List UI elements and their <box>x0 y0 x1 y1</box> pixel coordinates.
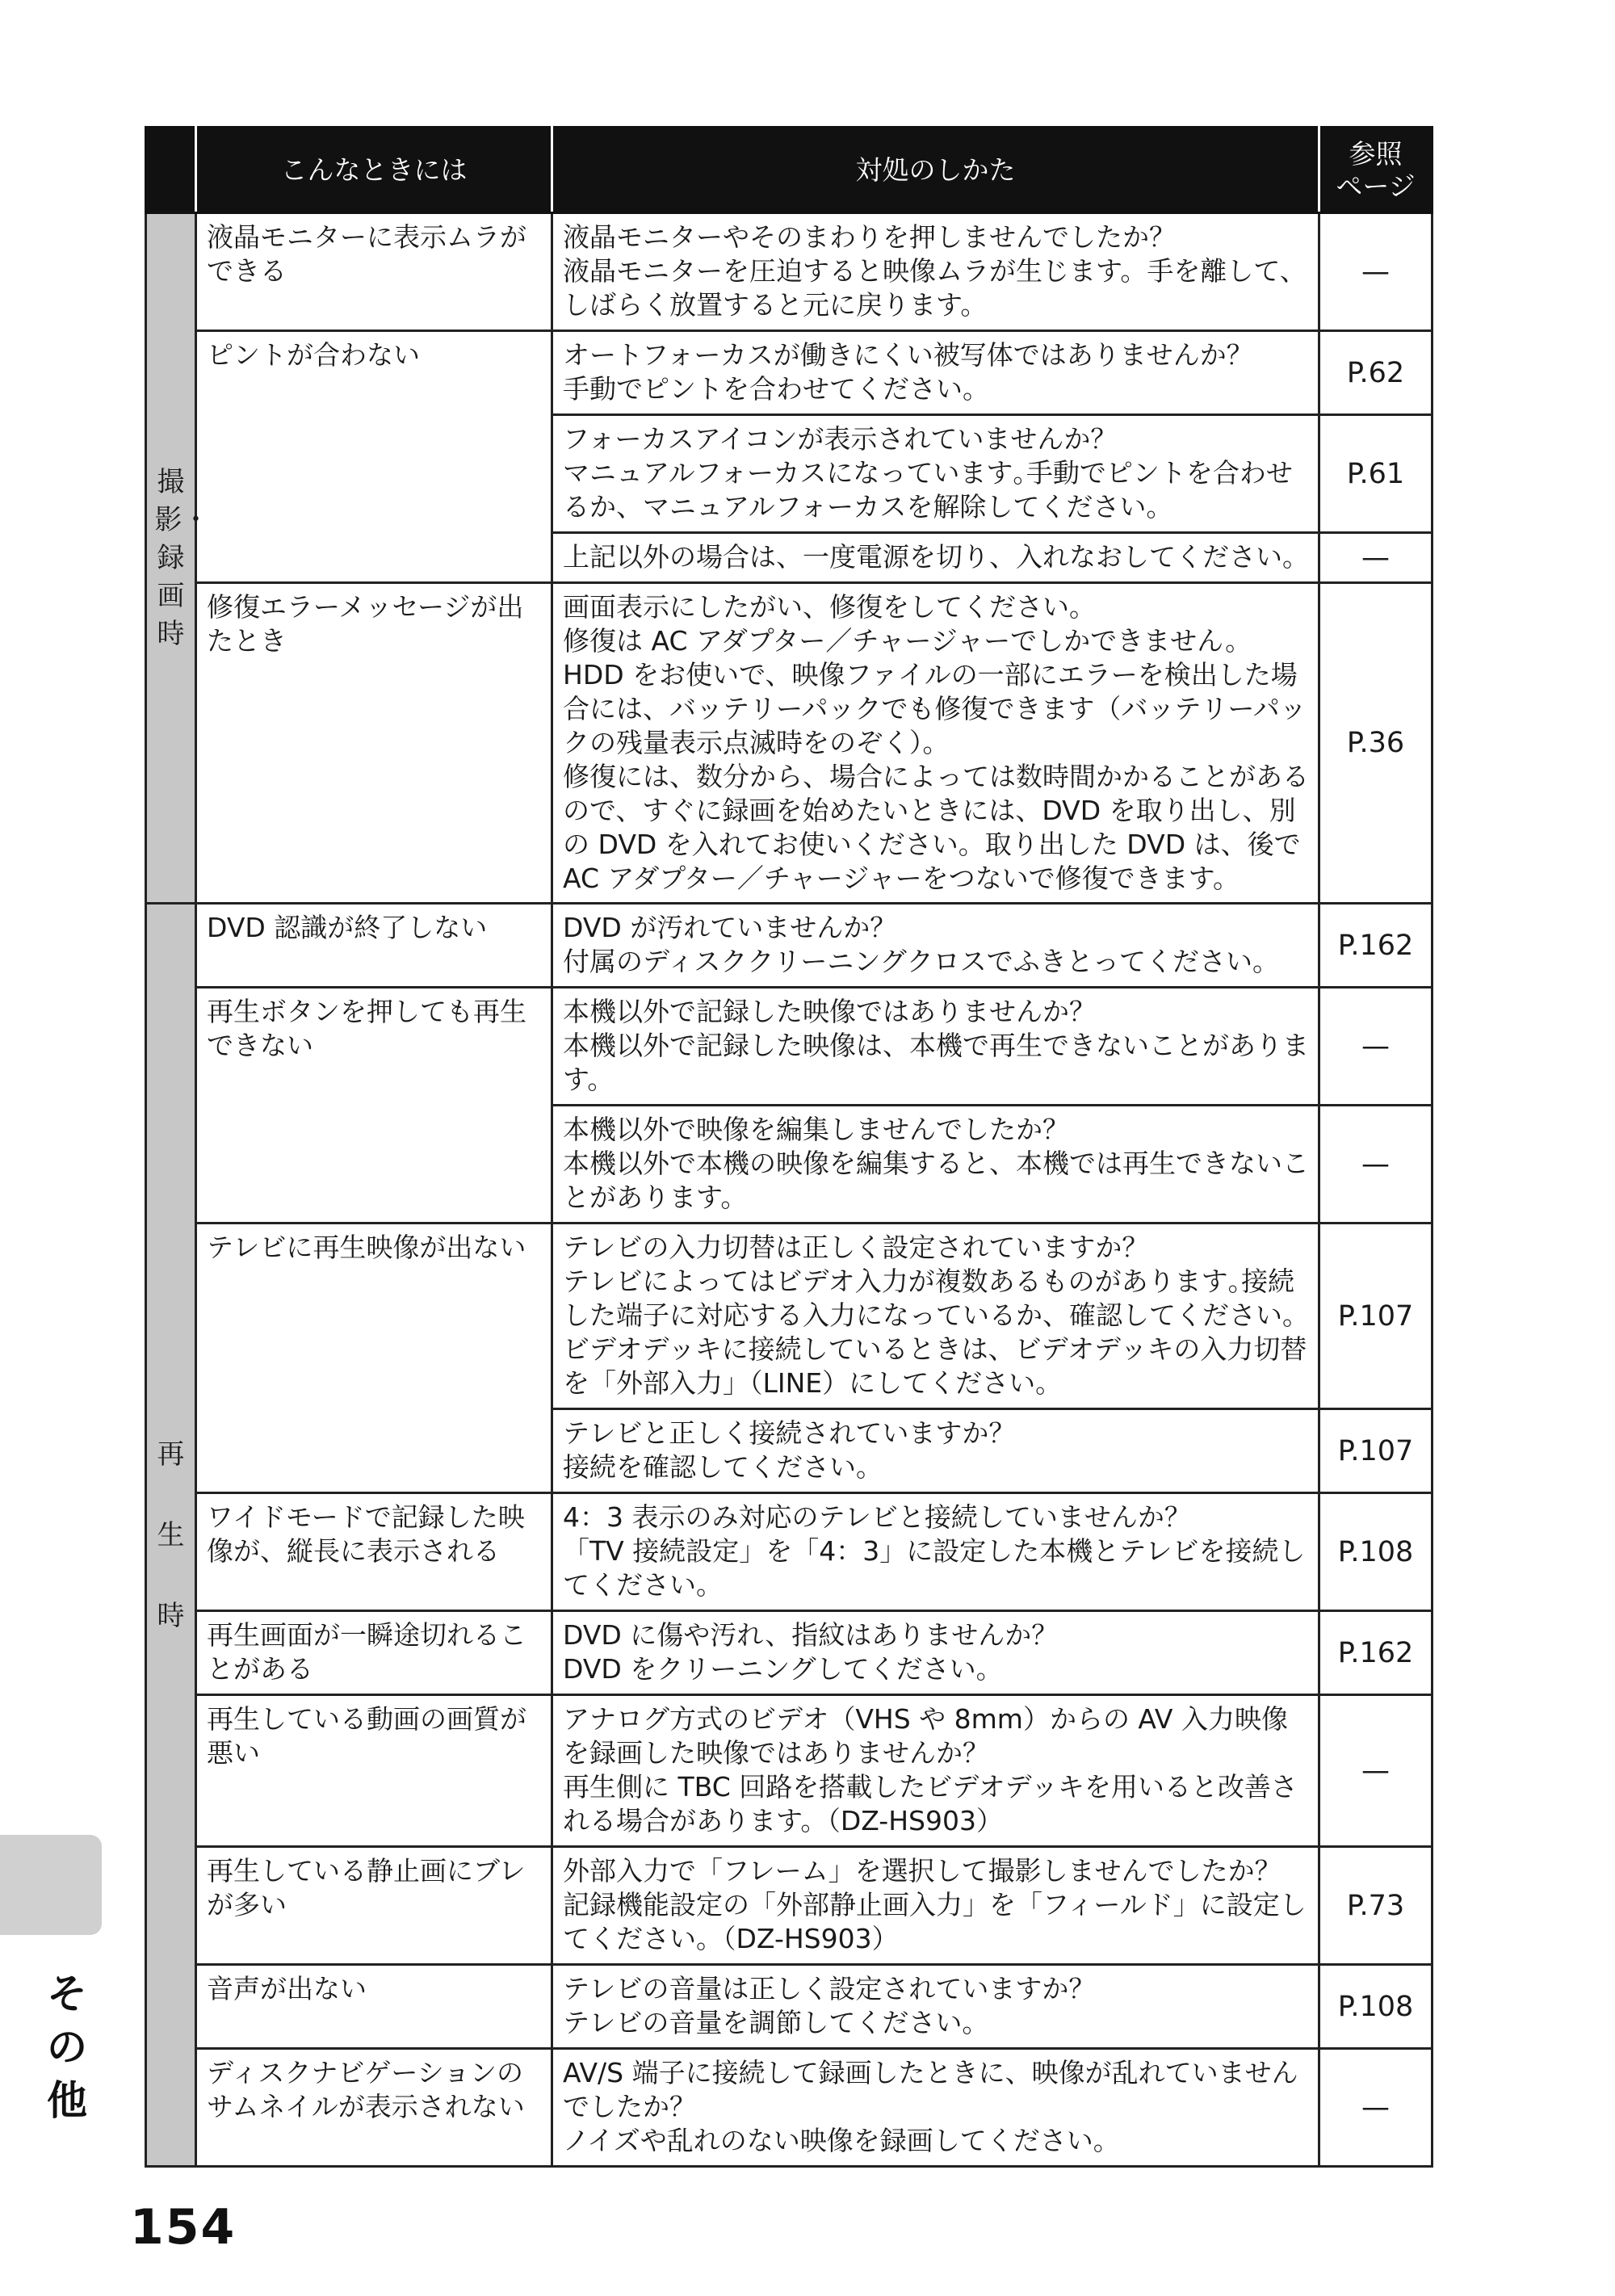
header-ref-line1: 参照 <box>1349 137 1403 170</box>
ref-cell: P.108 <box>1319 1965 1433 2049</box>
remedy-cell: 上記以外の場合は、一度電源を切り、入れなおしてください。 <box>552 533 1319 583</box>
remedy-cell: DVD が汚れていませんか？ 付属のディスククリーニングクロスでふきとってください。 <box>552 904 1319 988</box>
table-row <box>146 1695 1433 1847</box>
ref-cell: P.107 <box>1319 1409 1433 1493</box>
page-number: 154 <box>130 2199 237 2256</box>
remedy-cell: 本機以外で記録した映像ではありませんか？ 本機以外で記録した映像は、本機で再生できないことがあります。 <box>552 988 1319 1106</box>
ref-cell: P.36 <box>1319 583 1433 904</box>
remedy-cell: フォーカスアイコンが表示されていませんか？ マニュアルフォーカスになっています｡手動でピントを合わせるか、マニュアルフォーカスを解除してください。 <box>552 415 1319 533</box>
ref-cell: — <box>1319 1106 1433 1224</box>
remedy-cell: テレビの入力切替は正しく設定されていますか？ テレビによってはビデオ入力が複数あるものがあります｡接続した端子に対応する入力になっているか、確認してください。 ビデオデッキに接続しているときは、ビデオデッキの入力切替を「外部入力」（LINE）にしてください。 <box>552 1224 1319 1409</box>
remedy-cell: 本機以外で映像を編集しませんでしたか？ 本機以外で本機の映像を編集すると、本機では再生できないことがあります。 <box>552 1106 1319 1224</box>
section-label: 再生時 <box>157 1438 185 1632</box>
table-row <box>146 331 1433 415</box>
condition-cell: 液晶モニターに表示ムラができる <box>196 213 552 331</box>
remedy-cell: DVD に傷や汚れ、指紋はありませんか？ DVD をクリーニングしてください。 <box>552 1611 1319 1695</box>
remedy-cell: アナログ方式のビデオ（VHS や 8mm）からの AV 入力映像を録画した映像ではありませんか？ 再生側に TBC 回路を搭載したビデオデッキを用いると改善される場合があります。（DZ-HS903） <box>552 1695 1319 1847</box>
condition-cell: 再生ボタンを押しても再生できない <box>196 988 552 1224</box>
ref-cell: — <box>1319 988 1433 1106</box>
header-section-cell <box>146 128 196 213</box>
troubleshooting-table <box>145 126 1433 2168</box>
remedy-cell: テレビの音量は正しく設定されていますか？ テレビの音量を調節してください。 <box>552 1965 1319 2049</box>
header-ref <box>1319 128 1433 213</box>
table-row <box>146 213 1433 331</box>
remedy-cell: テレビと正しく接続されていますか？ 接続を確認してください。 <box>552 1409 1319 1493</box>
chapter-label: そ の 他 <box>47 1971 87 2124</box>
ref-cell: P.162 <box>1319 1611 1433 1695</box>
condition-cell: 修復エラーメッセージが出たとき <box>196 583 552 904</box>
ref-cell: P.108 <box>1319 1493 1433 1611</box>
ref-cell: P.73 <box>1319 1847 1433 1965</box>
table-row <box>146 1847 1433 1965</box>
condition-cell: DVD 認識が終了しない <box>196 904 552 988</box>
remedy-cell: 4：3 表示のみ対応のテレビと接続していませんか？ 「TV 接続設定」を「4：3」に設定した本機とテレビを接続してください。 <box>552 1493 1319 1611</box>
table-row <box>146 1611 1433 1695</box>
table-row <box>146 583 1433 904</box>
ref-cell: P.162 <box>1319 904 1433 988</box>
ref-cell: — <box>1319 213 1433 331</box>
condition-cell: テレビに再生映像が出ない <box>196 1224 552 1493</box>
condition-cell: 再生している静止画にブレが多い <box>196 1847 552 1965</box>
section-label-cell <box>146 213 210 904</box>
ref-cell: P.62 <box>1319 331 1433 415</box>
section-tab-marker <box>0 1835 102 1935</box>
remedy-cell: オートフォーカスが働きにくい被写体ではありませんか？ 手動でピントを合わせてください。 <box>552 331 1319 415</box>
condition-cell: ピントが合わない <box>196 331 552 583</box>
table-row <box>146 988 1433 1106</box>
table-row <box>146 2049 1433 2167</box>
condition-cell: 音声が出ない <box>196 1965 552 2049</box>
ref-cell: P.61 <box>1319 415 1433 533</box>
header-condition: こんなときには <box>196 128 552 213</box>
ref-cell: — <box>1319 533 1433 583</box>
header-ref-line2: ページ <box>1336 170 1416 202</box>
remedy-cell: AV/S 端子に接続して録画したときに、映像が乱れていませんでしたか？ ノイズや乱れのない映像を録画してください。 <box>552 2049 1319 2167</box>
remedy-cell: 画面表示にしたがい、修復をしてください。 修復は AC アダプター／チャージャーでしかできません。 HDD をお使いで、映像ファイルの一部にエラーを検出した場合には、バッテリーパックでも修復できます（バッテリーパックの残量表示点滅時をのぞく）。 修復には、数分から、場合によっては数時間かかることがあるので、すぐに録画を始めたいときには、DVD を取り出し、別の DVD を入れてお使いください。取り出した DVD は、後で AC アダプター／チャージャーをつないで修復できます。 <box>552 583 1319 904</box>
table-row <box>146 1965 1433 2049</box>
section-label-cell <box>146 904 196 2167</box>
section-label: 撮影・録画時 <box>154 465 210 650</box>
condition-cell: ディスクナビゲーションのサムネイルが表示されない <box>196 2049 552 2167</box>
table-header-row <box>146 128 1433 213</box>
ref-cell: — <box>1319 2049 1433 2167</box>
remedy-cell: 液晶モニターやそのまわりを押しませんでしたか？ 液晶モニターを圧迫すると映像ムラが生じます。手を離して、しばらく放置すると元に戻ります。 <box>552 213 1319 331</box>
table-row <box>146 904 1433 988</box>
header-remedy: 対処のしかた <box>552 128 1319 213</box>
ref-cell: — <box>1319 1695 1433 1847</box>
condition-cell: 再生画面が一瞬途切れることがある <box>196 1611 552 1695</box>
ref-cell: P.107 <box>1319 1224 1433 1409</box>
table-row <box>146 1493 1433 1611</box>
table-row <box>146 1224 1433 1409</box>
condition-cell: ワイドモードで記録した映像が、縦長に表示される <box>196 1493 552 1611</box>
remedy-cell: 外部入力で「フレーム」を選択して撮影しませんでしたか？ 記録機能設定の「外部静止画入力」を「フィールド」に設定してください。（DZ-HS903） <box>552 1847 1319 1965</box>
condition-cell: 再生している動画の画質が悪い <box>196 1695 552 1847</box>
